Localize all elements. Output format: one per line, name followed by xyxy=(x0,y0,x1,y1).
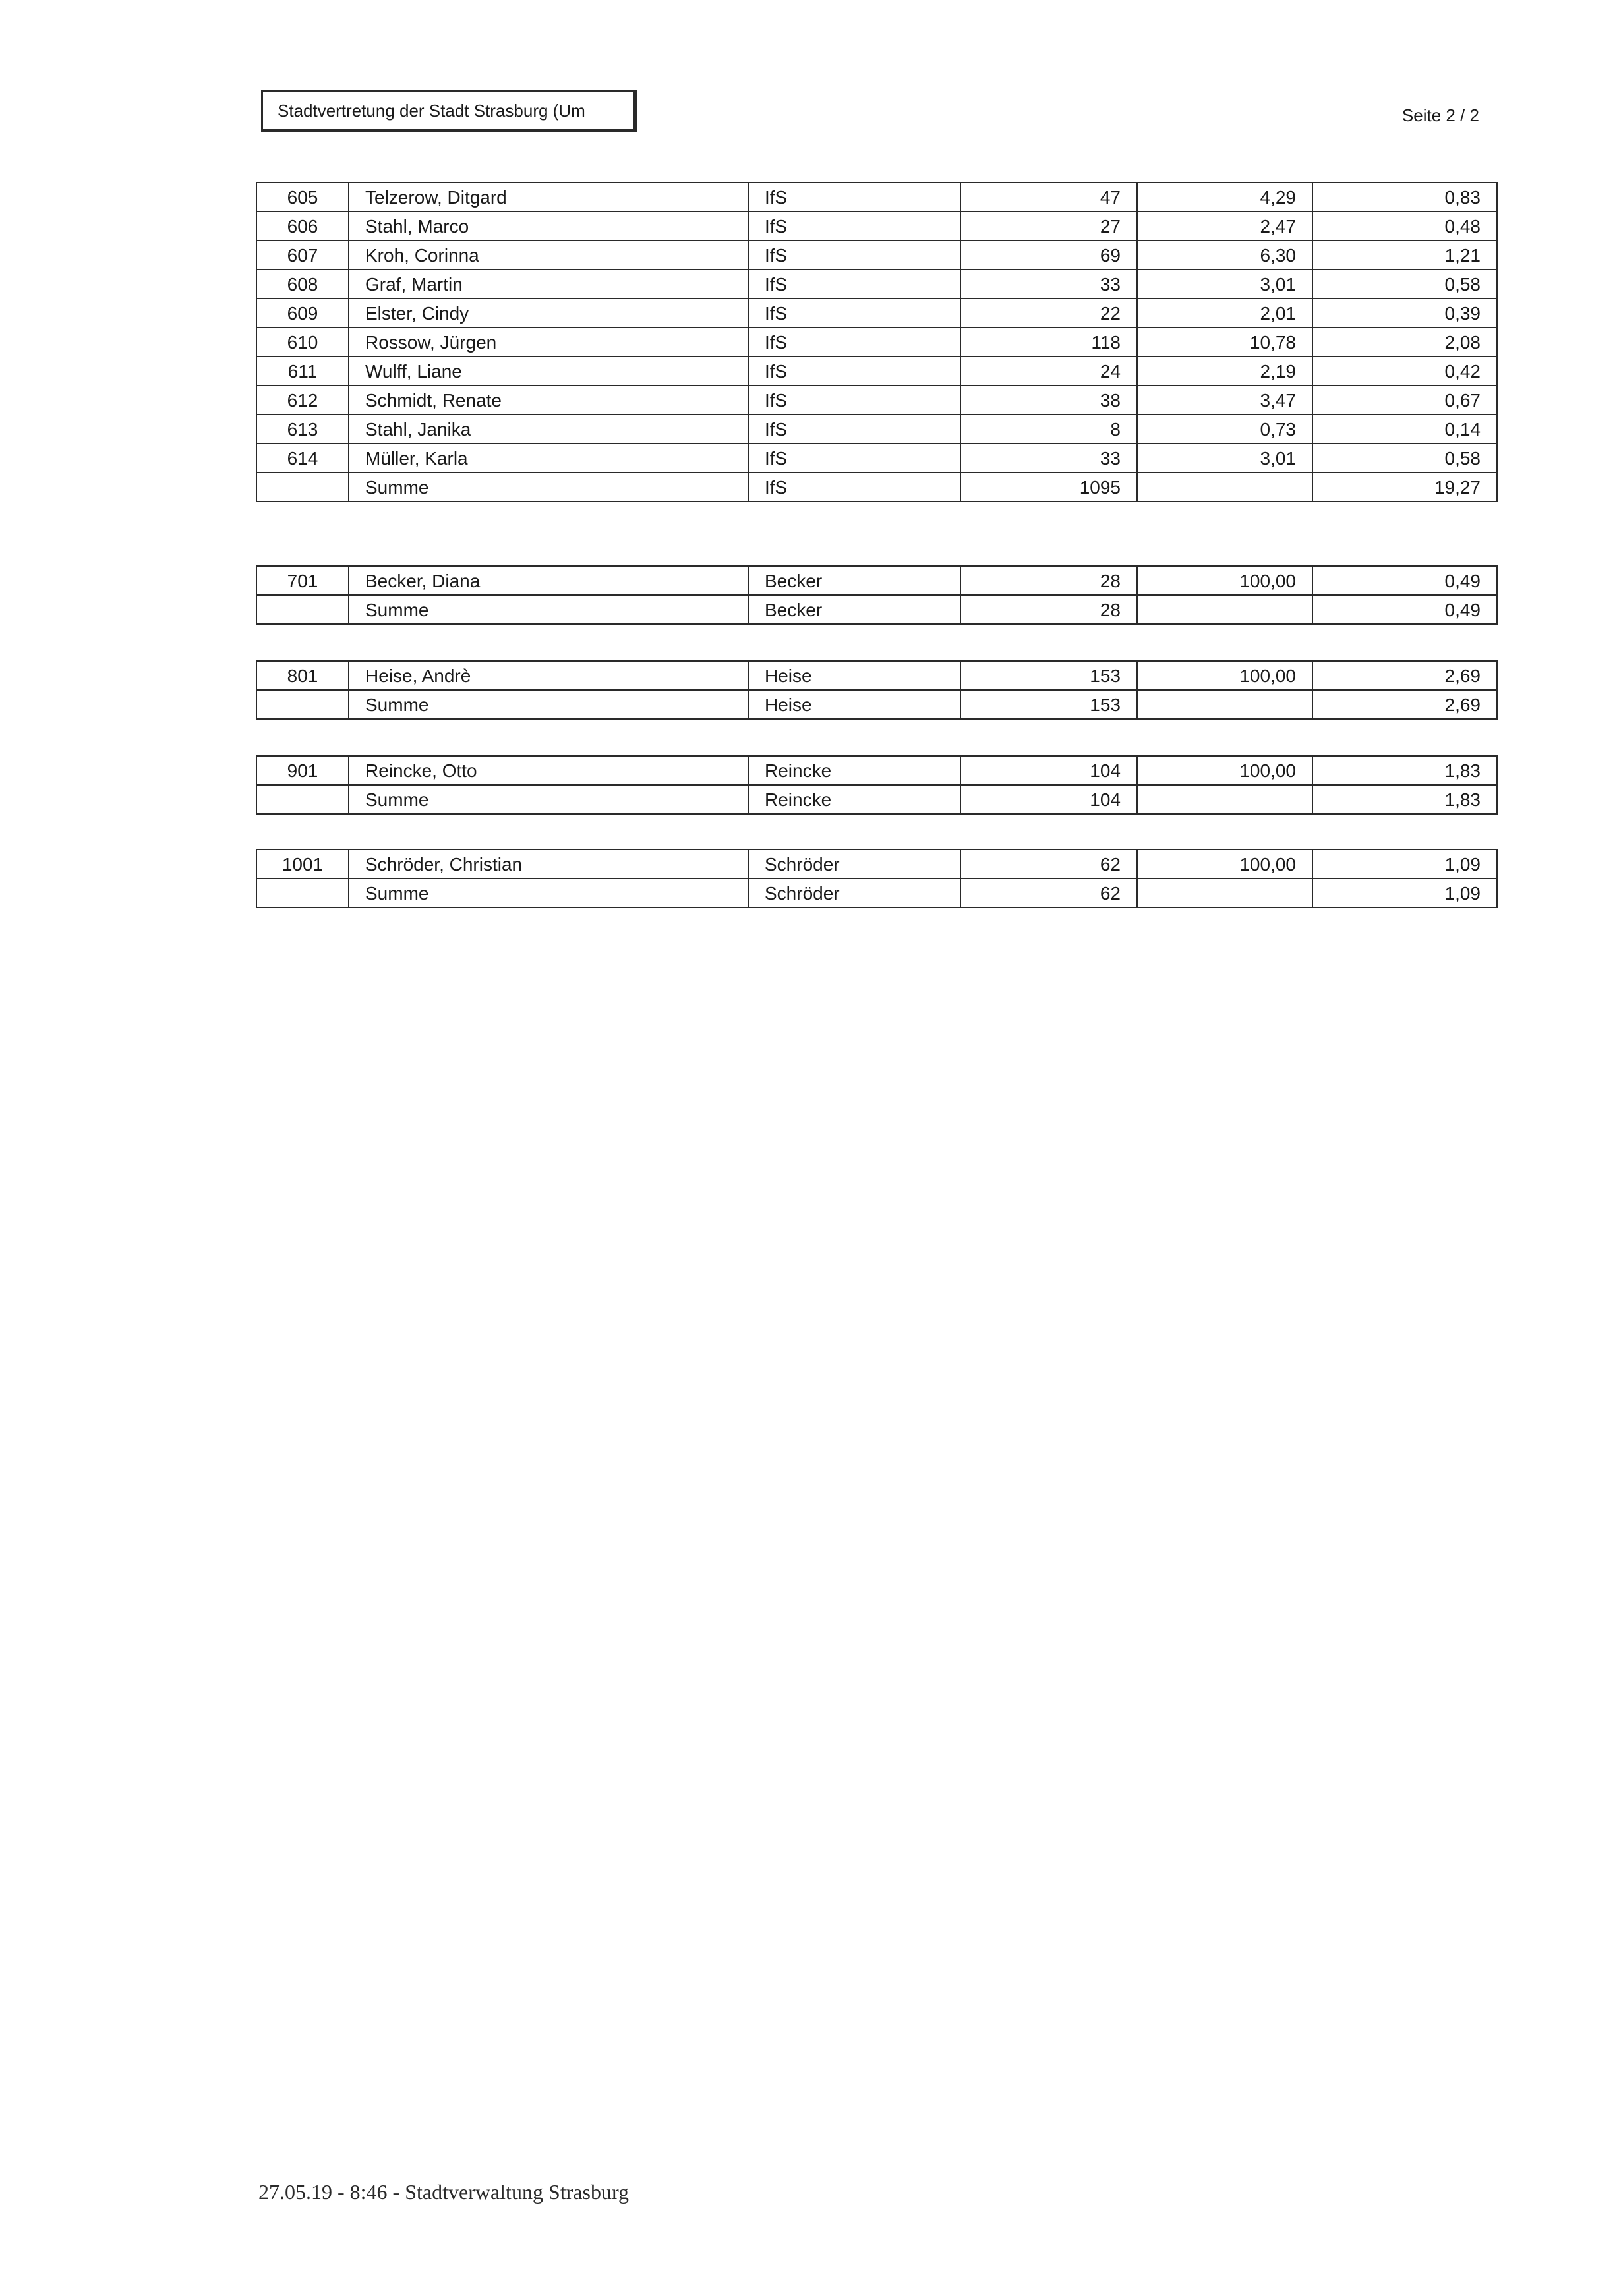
candidate-number: 611 xyxy=(256,357,349,386)
party-name: Becker xyxy=(748,566,960,595)
sum-row xyxy=(256,878,1497,907)
sum-percent-total: 1,09 xyxy=(1312,878,1497,907)
party-name: IfS xyxy=(748,299,960,328)
candidate-name: Heise, Andrè xyxy=(349,661,748,690)
party-name: IfS xyxy=(748,328,960,357)
party-name: IfS xyxy=(748,241,960,270)
percent-of-party: 100,00 xyxy=(1137,849,1312,878)
candidate-name: Telzerow, Ditgard xyxy=(349,183,748,212)
vote-count: 33 xyxy=(960,270,1137,299)
candidate-number: 607 xyxy=(256,241,349,270)
percent-of-total: 1,09 xyxy=(1312,849,1497,878)
candidate-name: Müller, Karla xyxy=(349,444,748,473)
candidate-name: Stahl, Janika xyxy=(349,415,748,444)
table-row xyxy=(256,386,1497,415)
percent-of-total: 0,67 xyxy=(1312,386,1497,415)
percent-of-total: 1,83 xyxy=(1312,756,1497,785)
candidate-name: Schröder, Christian xyxy=(349,849,748,878)
vote-count: 118 xyxy=(960,328,1137,357)
candidate-number: 609 xyxy=(256,299,349,328)
vote-count: 47 xyxy=(960,183,1137,212)
percent-of-party: 2,19 xyxy=(1137,357,1312,386)
percent-of-party: 100,00 xyxy=(1137,566,1312,595)
sum-votes: 28 xyxy=(960,595,1137,624)
candidate-number: 701 xyxy=(256,566,349,595)
percent-of-total: 0,14 xyxy=(1312,415,1497,444)
percent-of-party: 2,01 xyxy=(1137,299,1312,328)
table-row xyxy=(256,566,1497,595)
sum-label: Summe xyxy=(349,473,748,502)
sum-label: Summe xyxy=(349,785,748,814)
table-row xyxy=(256,270,1497,299)
sum-percent-party-cell xyxy=(1137,473,1312,502)
candidate-number: 612 xyxy=(256,386,349,415)
sum-votes: 104 xyxy=(960,785,1137,814)
candidate-number: 610 xyxy=(256,328,349,357)
candidate-number: 605 xyxy=(256,183,349,212)
sum-number-cell xyxy=(256,690,349,719)
vote-count: 22 xyxy=(960,299,1137,328)
percent-of-party: 3,47 xyxy=(1137,386,1312,415)
sum-votes: 62 xyxy=(960,878,1137,907)
candidate-name: Rossow, Jürgen xyxy=(349,328,748,357)
vote-count: 24 xyxy=(960,357,1137,386)
candidate-name: Kroh, Corinna xyxy=(349,241,748,270)
percent-of-total: 2,69 xyxy=(1312,661,1497,690)
sum-label: Summe xyxy=(349,690,748,719)
sum-number-cell xyxy=(256,473,349,502)
sum-percent-total: 0,49 xyxy=(1312,595,1497,624)
percent-of-total: 0,39 xyxy=(1312,299,1497,328)
percent-of-party: 3,01 xyxy=(1137,270,1312,299)
candidate-table xyxy=(256,849,1496,908)
party-name: IfS xyxy=(748,415,960,444)
percent-of-party: 4,29 xyxy=(1137,183,1312,212)
sum-party: IfS xyxy=(748,473,960,502)
candidate-name: Reincke, Otto xyxy=(349,756,748,785)
percent-of-party: 10,78 xyxy=(1137,328,1312,357)
candidate-name: Elster, Cindy xyxy=(349,299,748,328)
vote-count: 27 xyxy=(960,212,1137,241)
candidate-number: 901 xyxy=(256,756,349,785)
sum-label: Summe xyxy=(349,595,748,624)
sum-percent-party-cell xyxy=(1137,785,1312,814)
percent-of-party: 0,73 xyxy=(1137,415,1312,444)
candidate-table xyxy=(256,565,1496,625)
sum-row xyxy=(256,690,1497,719)
sum-percent-party-cell xyxy=(1137,595,1312,624)
party-name: Heise xyxy=(748,661,960,690)
percent-of-total: 1,21 xyxy=(1312,241,1497,270)
candidate-number: 1001 xyxy=(256,849,349,878)
table-row xyxy=(256,444,1497,473)
party-name: IfS xyxy=(748,270,960,299)
party-name: IfS xyxy=(748,357,960,386)
percent-of-party: 100,00 xyxy=(1137,661,1312,690)
sum-percent-total: 1,83 xyxy=(1312,785,1497,814)
candidate-number: 613 xyxy=(256,415,349,444)
sum-number-cell xyxy=(256,595,349,624)
candidate-name: Schmidt, Renate xyxy=(349,386,748,415)
candidate-table xyxy=(256,660,1496,720)
table-row xyxy=(256,328,1497,357)
sum-party: Heise xyxy=(748,690,960,719)
candidate-number: 614 xyxy=(256,444,349,473)
candidate-number: 801 xyxy=(256,661,349,690)
sum-number-cell xyxy=(256,785,349,814)
percent-of-party: 6,30 xyxy=(1137,241,1312,270)
party-name: Schröder xyxy=(748,849,960,878)
percent-of-party: 100,00 xyxy=(1137,756,1312,785)
percent-of-party: 2,47 xyxy=(1137,212,1312,241)
sum-row xyxy=(256,595,1497,624)
sum-row xyxy=(256,785,1497,814)
candidate-number: 606 xyxy=(256,212,349,241)
table-row xyxy=(256,183,1497,212)
table-row xyxy=(256,661,1497,690)
percent-of-party: 3,01 xyxy=(1137,444,1312,473)
document-title-box xyxy=(261,90,637,132)
sum-percent-total: 19,27 xyxy=(1312,473,1497,502)
sum-party: Reincke xyxy=(748,785,960,814)
party-name: IfS xyxy=(748,386,960,415)
percent-of-total: 0,58 xyxy=(1312,270,1497,299)
vote-count: 69 xyxy=(960,241,1137,270)
table-row xyxy=(256,756,1497,785)
sum-label: Summe xyxy=(349,878,748,907)
percent-of-total: 0,83 xyxy=(1312,183,1497,212)
candidate-table xyxy=(256,182,1496,502)
table-row xyxy=(256,849,1497,878)
vote-count: 33 xyxy=(960,444,1137,473)
sum-percent-party-cell xyxy=(1137,878,1312,907)
sum-percent-party-cell xyxy=(1137,690,1312,719)
vote-count: 38 xyxy=(960,386,1137,415)
table-row xyxy=(256,299,1497,328)
table-row xyxy=(256,415,1497,444)
table-row xyxy=(256,241,1497,270)
percent-of-total: 0,42 xyxy=(1312,357,1497,386)
document-title: Stadtvertretung der Stadt Strasburg (Um xyxy=(278,101,585,121)
footer-timestamp: 27.05.19 - 8:46 - Stadtverwaltung Strasburg xyxy=(258,2180,630,2204)
percent-of-total: 2,08 xyxy=(1312,328,1497,357)
party-name: IfS xyxy=(748,183,960,212)
sum-party: Schröder xyxy=(748,878,960,907)
sum-votes: 153 xyxy=(960,690,1137,719)
percent-of-total: 0,49 xyxy=(1312,566,1497,595)
vote-count: 62 xyxy=(960,849,1137,878)
sum-party: Becker xyxy=(748,595,960,624)
candidate-table xyxy=(256,755,1496,815)
party-name: IfS xyxy=(748,212,960,241)
sum-percent-total: 2,69 xyxy=(1312,690,1497,719)
sum-row xyxy=(256,473,1497,502)
candidate-name: Becker, Diana xyxy=(349,566,748,595)
candidate-name: Wulff, Liane xyxy=(349,357,748,386)
percent-of-total: 0,48 xyxy=(1312,212,1497,241)
party-name: Reincke xyxy=(748,756,960,785)
vote-count: 28 xyxy=(960,566,1137,595)
percent-of-total: 0,58 xyxy=(1312,444,1497,473)
candidate-name: Graf, Martin xyxy=(349,270,748,299)
vote-count: 104 xyxy=(960,756,1137,785)
vote-count: 8 xyxy=(960,415,1137,444)
sum-votes: 1095 xyxy=(960,473,1137,502)
party-name: IfS xyxy=(748,444,960,473)
table-row xyxy=(256,212,1497,241)
candidate-number: 608 xyxy=(256,270,349,299)
sum-number-cell xyxy=(256,878,349,907)
vote-count: 153 xyxy=(960,661,1137,690)
page-number: Seite 2 / 2 xyxy=(1401,105,1479,125)
table-row xyxy=(256,357,1497,386)
candidate-name: Stahl, Marco xyxy=(349,212,748,241)
